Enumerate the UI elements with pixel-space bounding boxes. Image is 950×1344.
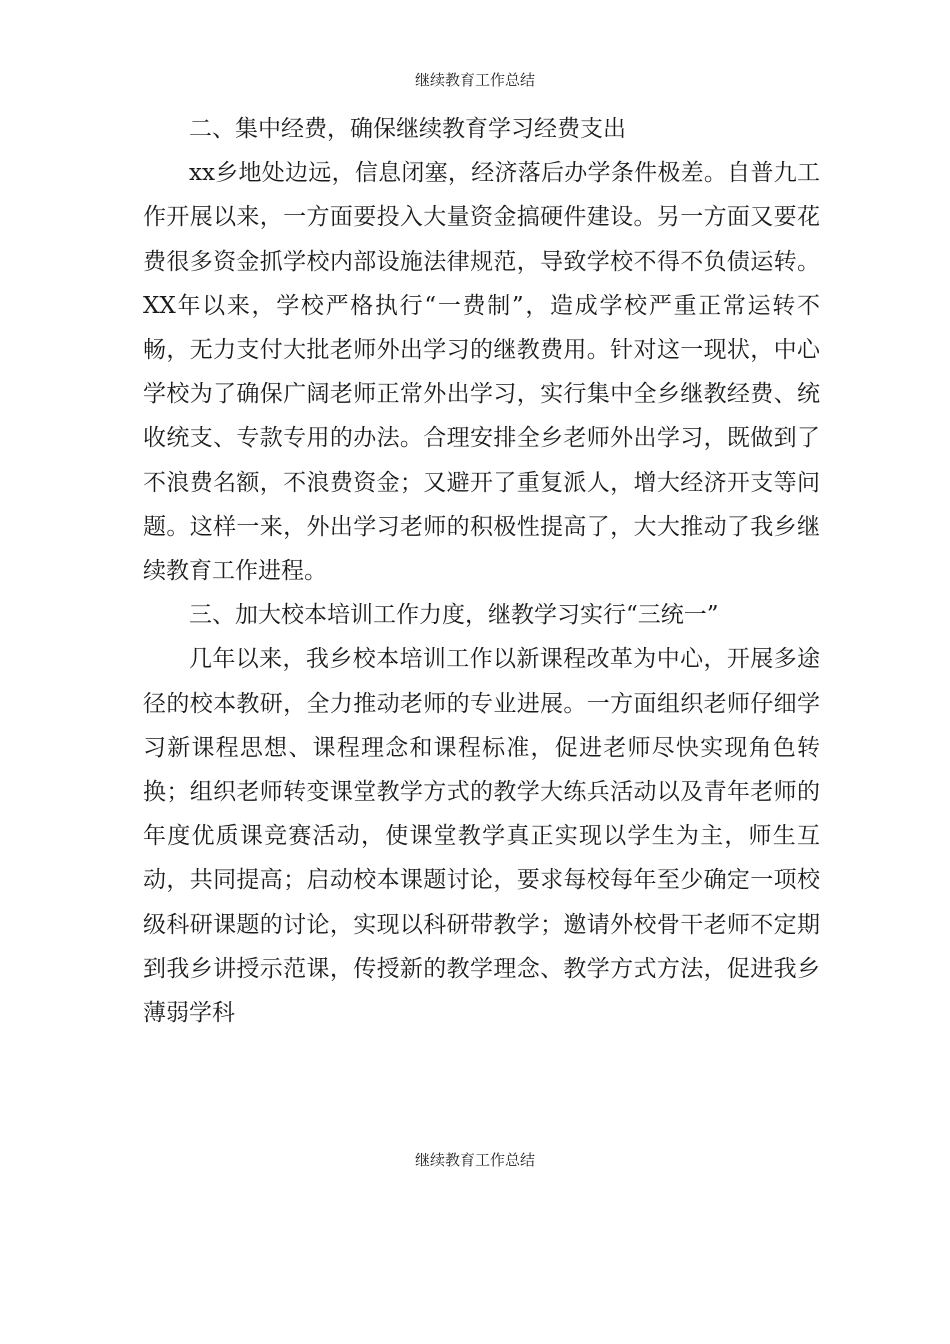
page-footer: 继续教育工作总结 bbox=[414, 1151, 535, 1169]
section-paragraph: 几年以来，我乡校本培训工作以新课程改革为中心，开展多途径的校本教研，全力推动老师的专业进展。一方面组织老师仔细学习新课程思想、课程理念和课程标准，促进老师尽快实现角色转换；组织老师转变课堂教学方式的教学大练兵活动以及青年老师的年度优质课竞赛活动，使课堂教学真正实现以学生为主，师生互动，共同提高；启动校本课题讨论，要求每校每年至少确定一项校级科研课题的讨论，实现以科研带教学；邀请外校骨干老师不定期到我乡讲授示范课，传授新的教学理念、教学方式方法，促进我乡薄弱学科 bbox=[143, 646, 820, 1027]
page-header: 继续教育工作总结 bbox=[414, 71, 535, 89]
document-body bbox=[143, 107, 820, 1035]
section-paragraph: xx乡地处边远，信息闭塞，经济落后办学条件极差。自普九工作开展以来，一方面要投入大量资金搞硬件建设。另一方面又要花费很多资金抓学校内部设施法律规范，导致学校不得不负债运转。XX年以来，学校严格执行“一费制”，造成学校严重正常运转不畅，无力支付大批老师外出学习的继教费用。针对这一现状，中心学校为了确保广阔老师正常外出学习，实行集中全乡继教经费、统收统支、专款专用的办法。合理安排全乡老师外出学习，既做到了不浪费名额，不浪费资金；又避开了重复派人，增大经济开支等问题。这样一来，外出学习老师的积极性提高了，大大推动了我乡继续教育工作进程。 bbox=[143, 160, 820, 585]
section-heading: 三、加大校本培训工作力度，继教学习实行“三统一” bbox=[189, 602, 719, 629]
section-heading: 二、集中经费，确保继续教育学习经费支出 bbox=[189, 116, 626, 142]
